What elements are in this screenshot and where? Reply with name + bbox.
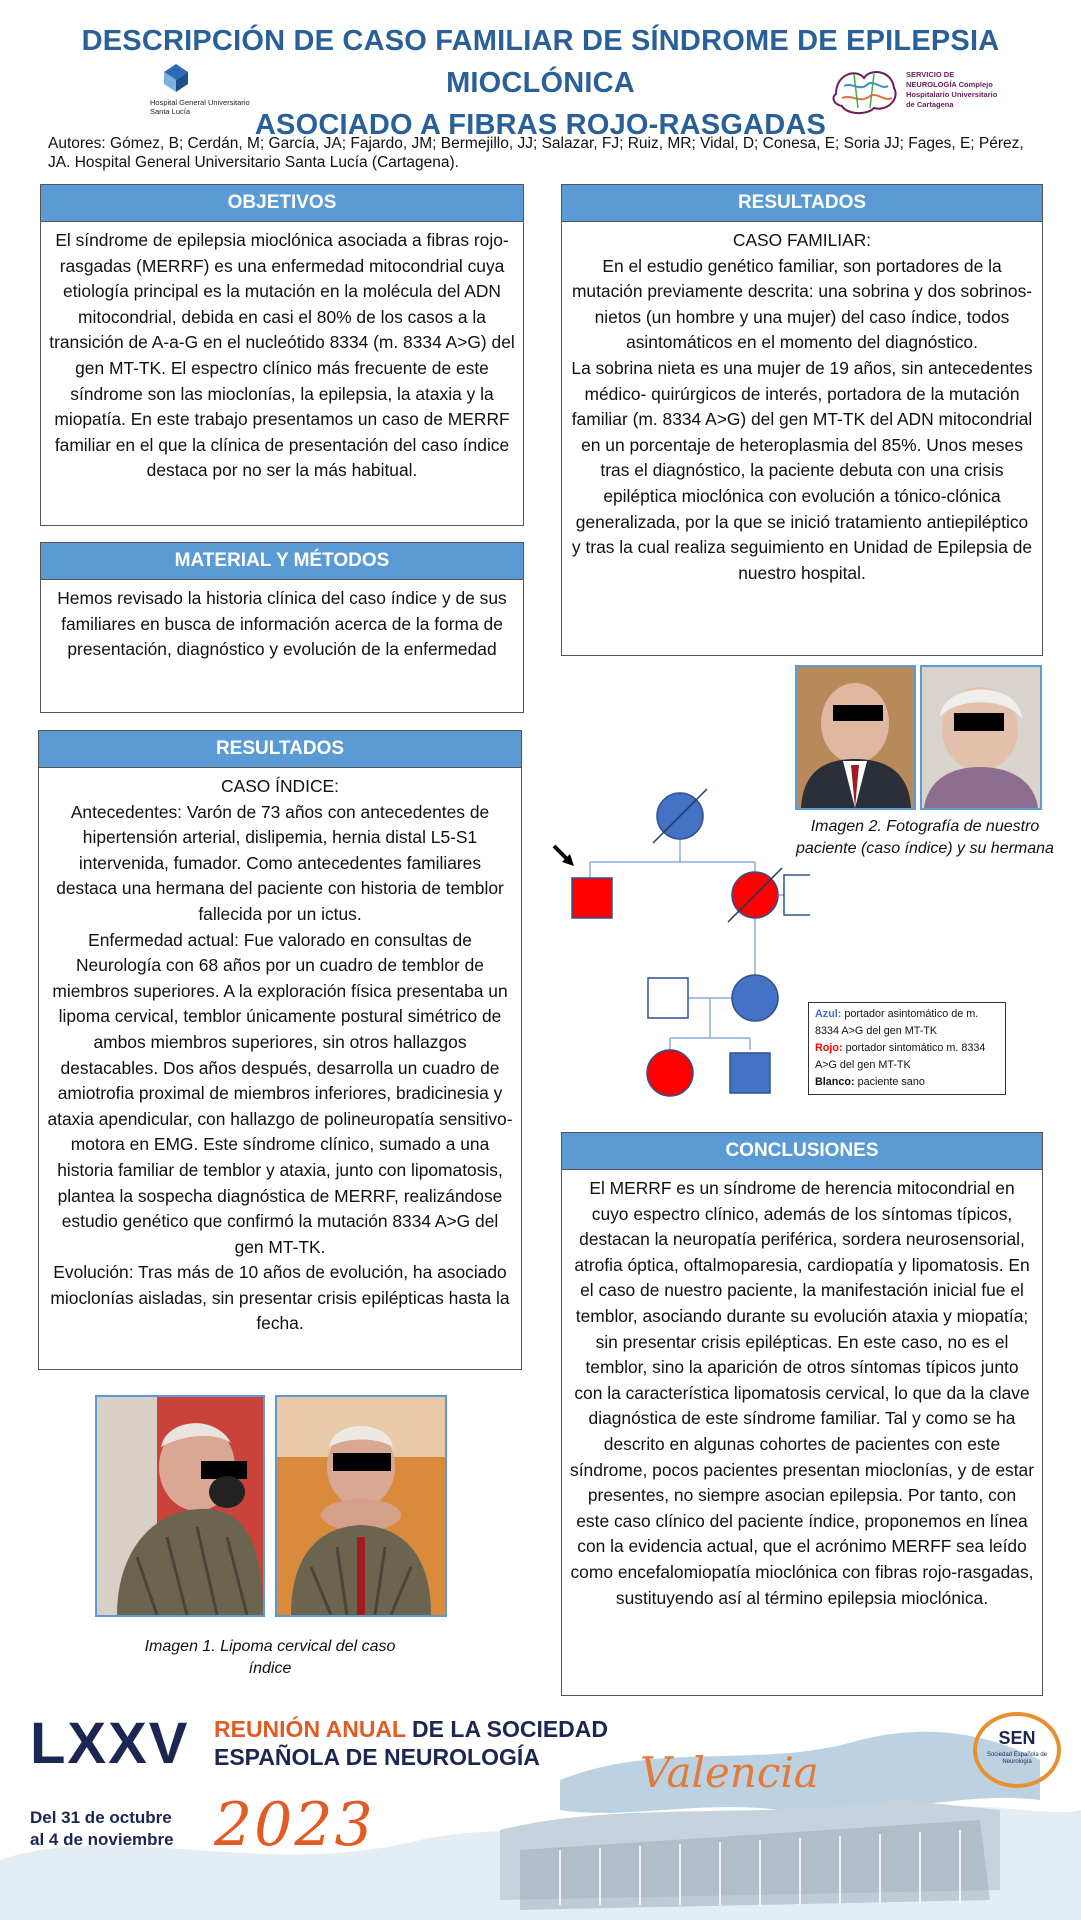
caso-familiar-subheading: CASO FAMILIAR: bbox=[732, 230, 872, 250]
image1-caption: Imagen 1. Lipoma cervical del caso índice bbox=[144, 1638, 396, 1677]
legend-rojo-text: portador sintomático m. 8334 A>G del gen MT-TK bbox=[815, 1042, 986, 1071]
pedigree-diagram bbox=[550, 780, 810, 1100]
neurology-logo-text: SERVICIO DE NEUROLOGÍA Complejo Hospitalario Universitario de Cartagena bbox=[906, 70, 998, 109]
title-line-2: ASOCIADO A FIBRAS ROJO-RASGADAS bbox=[254, 109, 827, 141]
evolucion-text: Evolución: Tras más de 10 años de evolución, ha asociado mioclonías aisladas, sin presentar crisis epilépticas hasta la fecha. bbox=[50, 1262, 510, 1334]
material-body bbox=[41, 580, 523, 669]
legend-blanco-label: Blanco: bbox=[815, 1076, 855, 1088]
banner-line-1-accent: REUNIÓN ANUAL bbox=[214, 1716, 406, 1742]
image2-caption: Imagen 2. Fotografía de nuestro paciente (caso índice) y su hermana bbox=[796, 818, 1054, 857]
hospital-logo-text: Hospital General Universitario Santa Lucía bbox=[150, 98, 250, 116]
authors-line: Autores: Gómez, B; Cerdán, M; García, JA; Fajardo, JM; Bermejillo, JJ; Salazar, FJ; Ruiz, MR; Vidal, D; Conesa, E; Soria JJ; Fages, E; Pérez, JA. Hospital General Universitario Santa Lucía (Cartagena). bbox=[48, 135, 1024, 171]
image2-photo-sister bbox=[920, 665, 1042, 810]
material-section bbox=[40, 542, 524, 713]
objetivos-body bbox=[41, 222, 523, 490]
resultados-indice-heading: RESULTADOS bbox=[39, 731, 521, 768]
pedigree-legend bbox=[808, 1002, 1006, 1095]
sen-logo bbox=[973, 1712, 1065, 1792]
pedigree-index-male bbox=[572, 878, 612, 918]
conclusiones-body bbox=[562, 1170, 1042, 1617]
pedigree-grandnephew bbox=[730, 1053, 770, 1093]
resultados-familiar-body bbox=[562, 222, 1042, 592]
legend-azul-text: portador asintomático de m. 8334 A>G del gen MT-TK bbox=[815, 1008, 979, 1037]
legend-azul-label: Azul: bbox=[815, 1008, 842, 1020]
material-heading: MATERIAL Y MÉTODOS bbox=[41, 543, 523, 580]
banner-city: Valencia bbox=[640, 1748, 819, 1797]
image1-photo-right bbox=[275, 1395, 447, 1617]
legend-blanco bbox=[815, 1074, 999, 1091]
pedigree-niece bbox=[732, 975, 778, 1021]
hospital-logo bbox=[150, 62, 290, 118]
sen-logo-text: SEN bbox=[998, 1728, 1036, 1748]
conclusiones-section bbox=[561, 1132, 1043, 1696]
patient-front-photo bbox=[277, 1397, 445, 1615]
image1-photo-left bbox=[95, 1395, 265, 1617]
caso-indice-subheading: CASO ÍNDICE: bbox=[221, 776, 339, 796]
resultados-indice-body bbox=[39, 768, 521, 1343]
objetivos-text: El síndrome de epilepsia mioclónica asociada a fibras rojo-rasgadas (MERRF) es una enfermedad mitocondrial cuya etiología principal es la mutación en la molécula del ADN mitocondrial, debida en casi el 80% de los casos a la transición de A-a-G en el nucleótido 8334 (m. 8334 A>G) del gen MT-TK. El espectro clínico más frecuente de este síndrome son las mioclonías, la epilepsia, la ataxia y la miopatía. En este trabajo presentamos un caso de MERRF familiar en el que la clínica de presentación del caso índice destaca por no ser la más habitual. bbox=[49, 230, 515, 481]
banner-dates-line-1: Del 31 de octubre bbox=[30, 1808, 172, 1827]
patient-portrait-photo bbox=[797, 667, 914, 808]
banner-year: 2023 bbox=[214, 1790, 375, 1860]
objetivos-heading: OBJETIVOS bbox=[41, 185, 523, 222]
resultados-familiar-heading: RESULTADOS bbox=[562, 185, 1042, 222]
sen-logo-ring bbox=[973, 1712, 1061, 1788]
title-line-1: DESCRIPCIÓN DE CASO FAMILIAR DE SÍNDROME DE EPILEPSIA MIOCLÓNICA bbox=[81, 25, 1000, 99]
pedigree-spouse-male bbox=[784, 875, 810, 915]
resultados-indice-section bbox=[38, 730, 522, 1370]
sen-logo-subtext: Sociedad Española de Neurología bbox=[986, 1752, 1048, 1765]
resultados-familiar-section bbox=[561, 184, 1043, 656]
pedigree-niece-spouse bbox=[648, 978, 688, 1018]
conclusiones-heading: CONCLUSIONES bbox=[562, 1133, 1042, 1170]
legend-azul bbox=[815, 1006, 999, 1040]
enfermedad-actual-text: Enfermedad actual: Fue valorado en consultas de Neurología con 68 años por un cuadro de temblor de miembros superiores. A la exploración física presentaba un lipoma cervical, temblor únicamente postural simétrico de ambos miembros superiores, sin otros hallazgos destacables. Dos años después, desarrolla un cuadro de amiotrofia proximal de miembros inferiores, bradicinesia y ataxia apendicular, con hallazgo de polineuropatía sensitivo-motora en EMG. Este síndrome clínico, sumado a una historia familiar de temblor y ataxia, junto con lipomatosis, plantea la sospecha diagnóstica de MERRF, realizándose estudio genético que confirmó la mutación 8334 A>G del gen MT-TK. bbox=[47, 929, 513, 1257]
legend-blanco-text: paciente sano bbox=[857, 1076, 925, 1088]
banner-line-1 bbox=[214, 1716, 608, 1743]
sister-portrait-photo bbox=[922, 667, 1040, 808]
familiar-paragraph-1: En el estudio genético familiar, son portadores de la mutación previamente descrita: una sobrina y dos sobrinos-nietos (un hombre y una mujer) del caso índice, todos asintomáticos en el momento del diagnóstico. bbox=[571, 255, 1033, 353]
pedigree-grandniece bbox=[647, 1050, 693, 1096]
neurology-logo-mark bbox=[830, 64, 902, 116]
conclusiones-text: El MERRF es un síndrome de herencia mitocondrial en cuyo espectro clínico, además de los síntomas típicos, destacan la neuropatía periférica, sordera neurosensorial, atrofia óptica, oftalmoparesia, cardiopatía y lipomatosis. En el caso de nuestro paciente, la manifestación inicial fue el temblor, asociando durante su evolución ataxia y miopatía; sin presentar crisis epilépticas. En este caso, no es el temblor, sino la aparición de otros síntomas típicos junto con la característica lipomatosis cervical, lo que da la clave diagnóstica de este síndrome familiar. Tal y como se ha descrito en algunas cohortes de pacientes con este síndrome, pocos pacientes presentan mioclonías, y de estar presentes, no siempre asocian epilepsia. Por tanto, con este caso clínico del paciente índice, proponemos en línea con la evidencia actual, que el acrónimo MERFF sea leído como encefalomiopatía mioclónica con fibras rojo-rasgadas, sustituyendo así al término epilepsia mioclónica. bbox=[570, 1178, 1035, 1608]
image2-photo-patient bbox=[795, 665, 916, 810]
banner-line-1-rest: DE LA SOCIEDAD bbox=[405, 1716, 608, 1742]
neurology-logo bbox=[830, 64, 1000, 120]
banner-line-2: ESPAÑOLA DE NEUROLOGÍA bbox=[214, 1744, 540, 1770]
antecedentes-text: Antecedentes: Varón de 73 años con antecedentes de hipertensión arterial, dislipemia, hernia distal L5-S1 intervenida, fumador. Como antecedentes familiares destaca una hermana del paciente con historia de temblor fallecida por un ictus. bbox=[56, 801, 504, 924]
legend-rojo-label: Rojo: bbox=[815, 1042, 843, 1054]
patient-profile-photo bbox=[97, 1397, 263, 1615]
objetivos-section bbox=[40, 184, 524, 526]
hospital-logo-mark bbox=[160, 62, 192, 96]
legend-rojo bbox=[815, 1040, 999, 1074]
familiar-paragraph-2: La sobrina nieta es una mujer de 19 años, sin antecedentes médico- quirúrgicos de interés, portadora de la mutación familiar (m. 8334 A>G) del gen MT-TK del ADN mitocondrial en un porcentaje de heteroplasmia del 85%. Unos meses tras el diagnóstico, la paciente debuta con una crisis epiléptica mioclónica con evolución a tónico-clónica generalizada, por la que se inició tratamiento antiepiléptico y tras la cual realiza seguimiento en Unidad de Epilepsia de nuestro hospital. bbox=[571, 357, 1033, 583]
material-text: Hemos revisado la historia clínica del caso índice y de sus familiares en busca de información acerca de la forma de presentación, diagnóstico y evolución de la enfermedad bbox=[57, 588, 507, 660]
banner-edition: LXXV bbox=[30, 1711, 190, 1776]
banner-dates-line-2: al 4 de noviembre bbox=[30, 1830, 174, 1849]
